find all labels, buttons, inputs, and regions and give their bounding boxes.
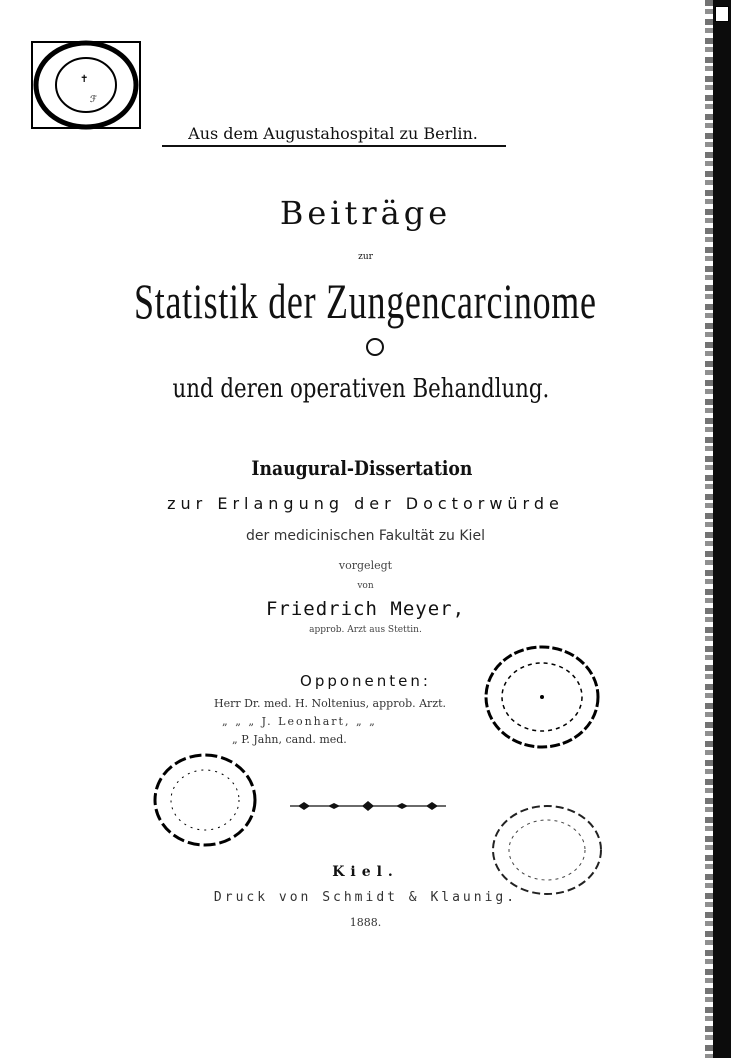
main-title: Statistik der Zungencarcinome	[133, 273, 597, 329]
dissertation-label: Inaugural-Dissertation	[251, 456, 473, 480]
dissertation-faculty: der medicinischen Fakultät zu Kiel	[246, 528, 485, 544]
opponents-heading: Opponenten:	[300, 672, 431, 690]
author-note: approb. Arzt aus Stettin.	[309, 625, 422, 635]
opponent-line-3: „ P. Jahn, cand. med.	[232, 733, 347, 746]
author-name: Friedrich Meyer,	[265, 598, 466, 620]
imprint-year: 1888.	[349, 916, 382, 929]
header-rule	[162, 145, 506, 147]
imprint-city: Kiel.	[332, 864, 399, 880]
subtitle: und deren operativen Behandlung.	[172, 374, 550, 404]
library-stamp-bottom	[488, 800, 606, 900]
imprint-printer: Druck von Schmidt & Klaunig.	[213, 890, 518, 905]
dissertation-purpose: zur Erlangung der Doctorwürde	[167, 494, 564, 513]
ornament-divider	[288, 800, 448, 812]
hole-ring	[366, 338, 384, 356]
library-stamp-top	[30, 40, 142, 130]
hospital-line: Aus dem Augustahospital zu Berlin.	[188, 124, 478, 143]
library-stamp-left	[150, 750, 260, 850]
title-zur: zur	[358, 252, 373, 262]
opponent-line-2: „ „ „ J. Leonhart, „ „	[222, 715, 377, 728]
library-stamp-right	[480, 640, 605, 755]
dissertation-submitted: vorgelegt	[338, 559, 393, 572]
title-beitraege: Beiträge	[279, 194, 452, 232]
scan-edge-tab	[715, 6, 729, 22]
dissertation-by: von	[357, 581, 374, 591]
svg-text:ℱ: ℱ	[90, 95, 98, 105]
svg-text:✝: ✝	[80, 74, 89, 85]
opponent-line-1: Herr Dr. med. H. Noltenius, approb. Arzt.	[214, 697, 447, 710]
